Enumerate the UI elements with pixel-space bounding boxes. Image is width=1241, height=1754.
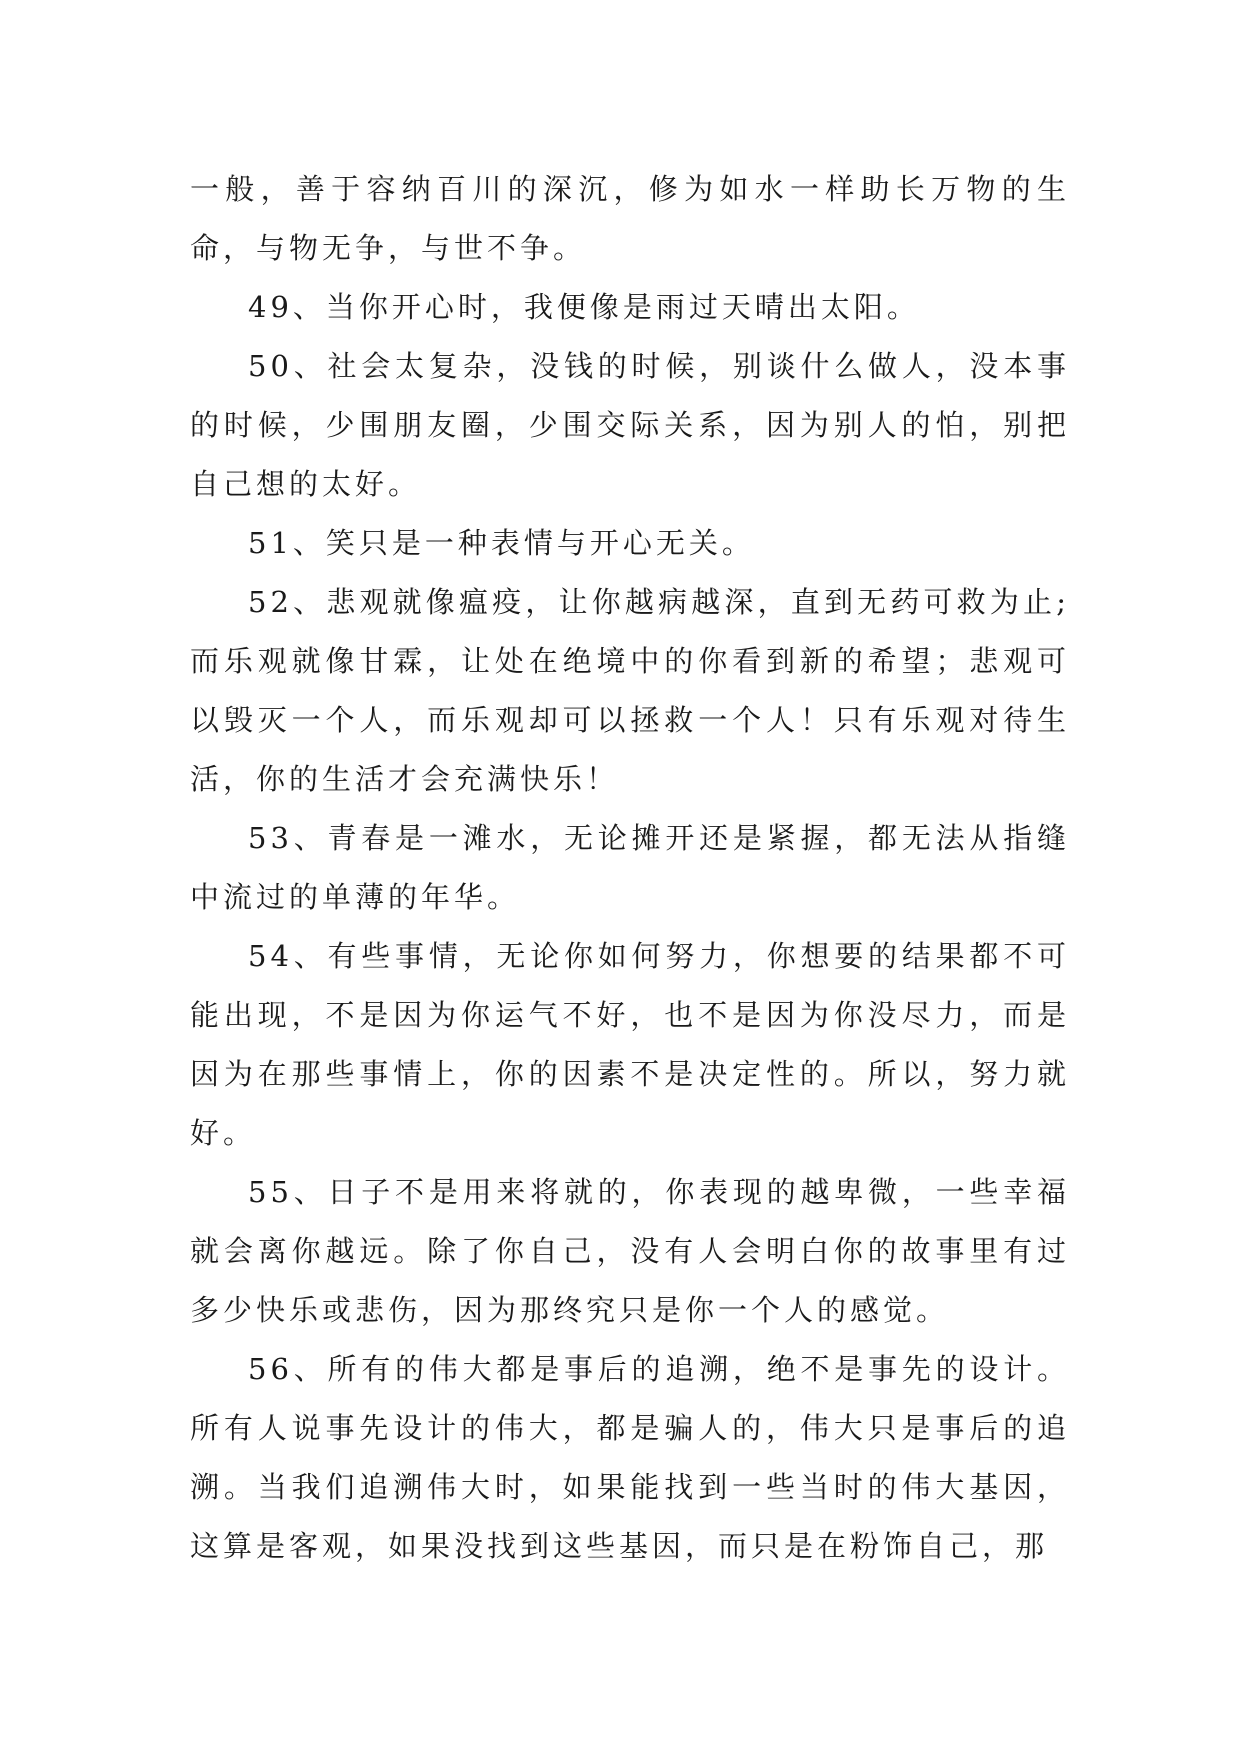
paragraph-54: 54、有些事情，无论你如何努力，你想要的结果都不可能出现，不是因为你运气不好，也不是因为你没尽力，而是因为在那些事情上，你的因素不是决定性的。所以，努力就好。 [190,939,1070,1150]
paragraph-50: 50、社会太复杂，没钱的时候，别谈什么做人，没本事的时候，少围朋友圈，少围交际关系，因为别人的怕，别把自己想的太好。 [190,349,1070,501]
document-body [190,160,1070,1576]
paragraph-continuation: 一般，善于容纳百川的深沉，修为如水一样助长万物的生命，与物无争，与世不争。 [190,172,1070,265]
paragraph-56: 56、所有的伟大都是事后的追溯，绝不是事先的设计。所有人说事先设计的伟大，都是骗人的，伟大只是事后的追溯。当我们追溯伟大时，如果能找到一些当时的伟大基因，这算是客观，如果没找到这些基因，而只是在粉饰自己，那 [190,1352,1070,1563]
paragraph-55: 55、日子不是用来将就的，你表现的越卑微，一些幸福就会离你越远。除了你自己，没有人会明白你的故事里有过多少快乐或悲伤，因为那终究只是你一个人的感觉。 [190,1175,1070,1327]
paragraph-49: 49、当你开心时，我便像是雨过天晴出太阳。 [248,290,920,324]
paragraph-51: 51、笑只是一种表情与开心无关。 [248,526,755,560]
paragraph-53: 53、青春是一滩水，无论摊开还是紧握，都无法从指缝中流过的单薄的年华。 [190,821,1070,914]
paragraph-52: 52、悲观就像瘟疫，让你越病越深，直到无药可救为止;而乐观就像甘霖，让处在绝境中的你看到新的希望；悲观可以毁灭一个人，而乐观却可以拯救一个人！只有乐观对待生活，你的生活才会充满快乐！ [190,585,1070,796]
